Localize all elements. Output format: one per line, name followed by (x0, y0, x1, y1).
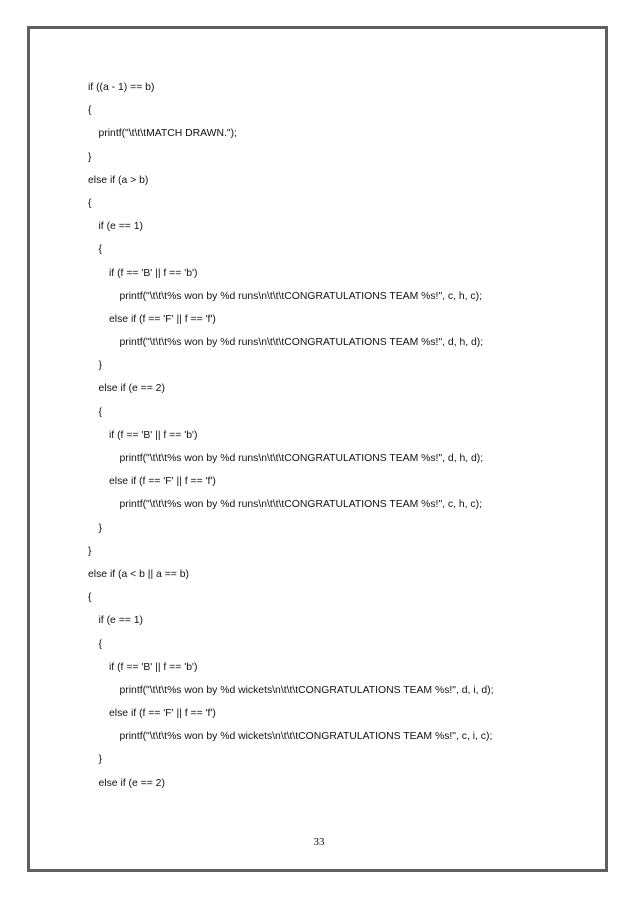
code-line: else if (e == 2) (98, 777, 165, 789)
code-line: } (98, 360, 102, 372)
code-line: else if (a < b || a == b) (88, 568, 189, 580)
code-line: { (98, 638, 102, 650)
page-number: 33 (313, 836, 325, 848)
code-line: if (e == 1) (98, 221, 143, 233)
code-line: printf("\t\t\t%s won by %d runs\n\t\t\tCONGRATULATIONS TEAM %s!", d, h, d); (119, 453, 484, 464)
code-line: } (88, 545, 92, 557)
code-line: { (98, 244, 102, 256)
code-line: printf("\t\t\tMATCH DRAWN."); (98, 128, 237, 140)
code-line: if (f == 'B' || f == 'b') (109, 429, 198, 441)
code-line: if ((a - 1) == b) (88, 82, 155, 93)
code-line: printf("\t\t\t%s won by %d runs\n\t\t\tCONGRATULATIONS TEAM %s!", c, h, c); (119, 499, 482, 511)
code-line: } (98, 754, 102, 766)
code-block (88, 76, 598, 795)
code-line: } (98, 522, 102, 534)
code-line: else if (f == 'F' || f == 'f') (109, 708, 216, 720)
code-line: if (f == 'B' || f == 'b') (109, 661, 198, 673)
code-line: { (98, 406, 102, 418)
code-line: if (e == 1) (98, 615, 143, 627)
code-line: if (f == 'B' || f == 'b') (109, 267, 198, 279)
code-line: else if (f == 'F' || f == 'f') (109, 476, 216, 488)
code-line: else if (f == 'F' || f == 'f') (109, 313, 216, 325)
code-line: printf("\t\t\t%s won by %d wickets\n\t\t\tCONGRATULATIONS TEAM %s!", c, i, c); (119, 731, 493, 743)
code-line: { (88, 105, 92, 117)
code-line: { (88, 197, 92, 209)
code-line: printf("\t\t\t%s won by %d wickets\n\t\t\tCONGRATULATIONS TEAM %s!", d, i, d); (119, 684, 494, 696)
code-line: else if (e == 2) (98, 383, 165, 395)
code-line: printf("\t\t\t%s won by %d runs\n\t\t\tCONGRATULATIONS TEAM %s!", c, h, c); (119, 290, 482, 302)
code-line: printf("\t\t\t%s won by %d runs\n\t\t\tCONGRATULATIONS TEAM %s!", d, h, d); (119, 337, 484, 349)
code-line: { (88, 592, 92, 604)
code-line: } (88, 151, 92, 163)
code-line: else if (a > b) (88, 174, 149, 186)
